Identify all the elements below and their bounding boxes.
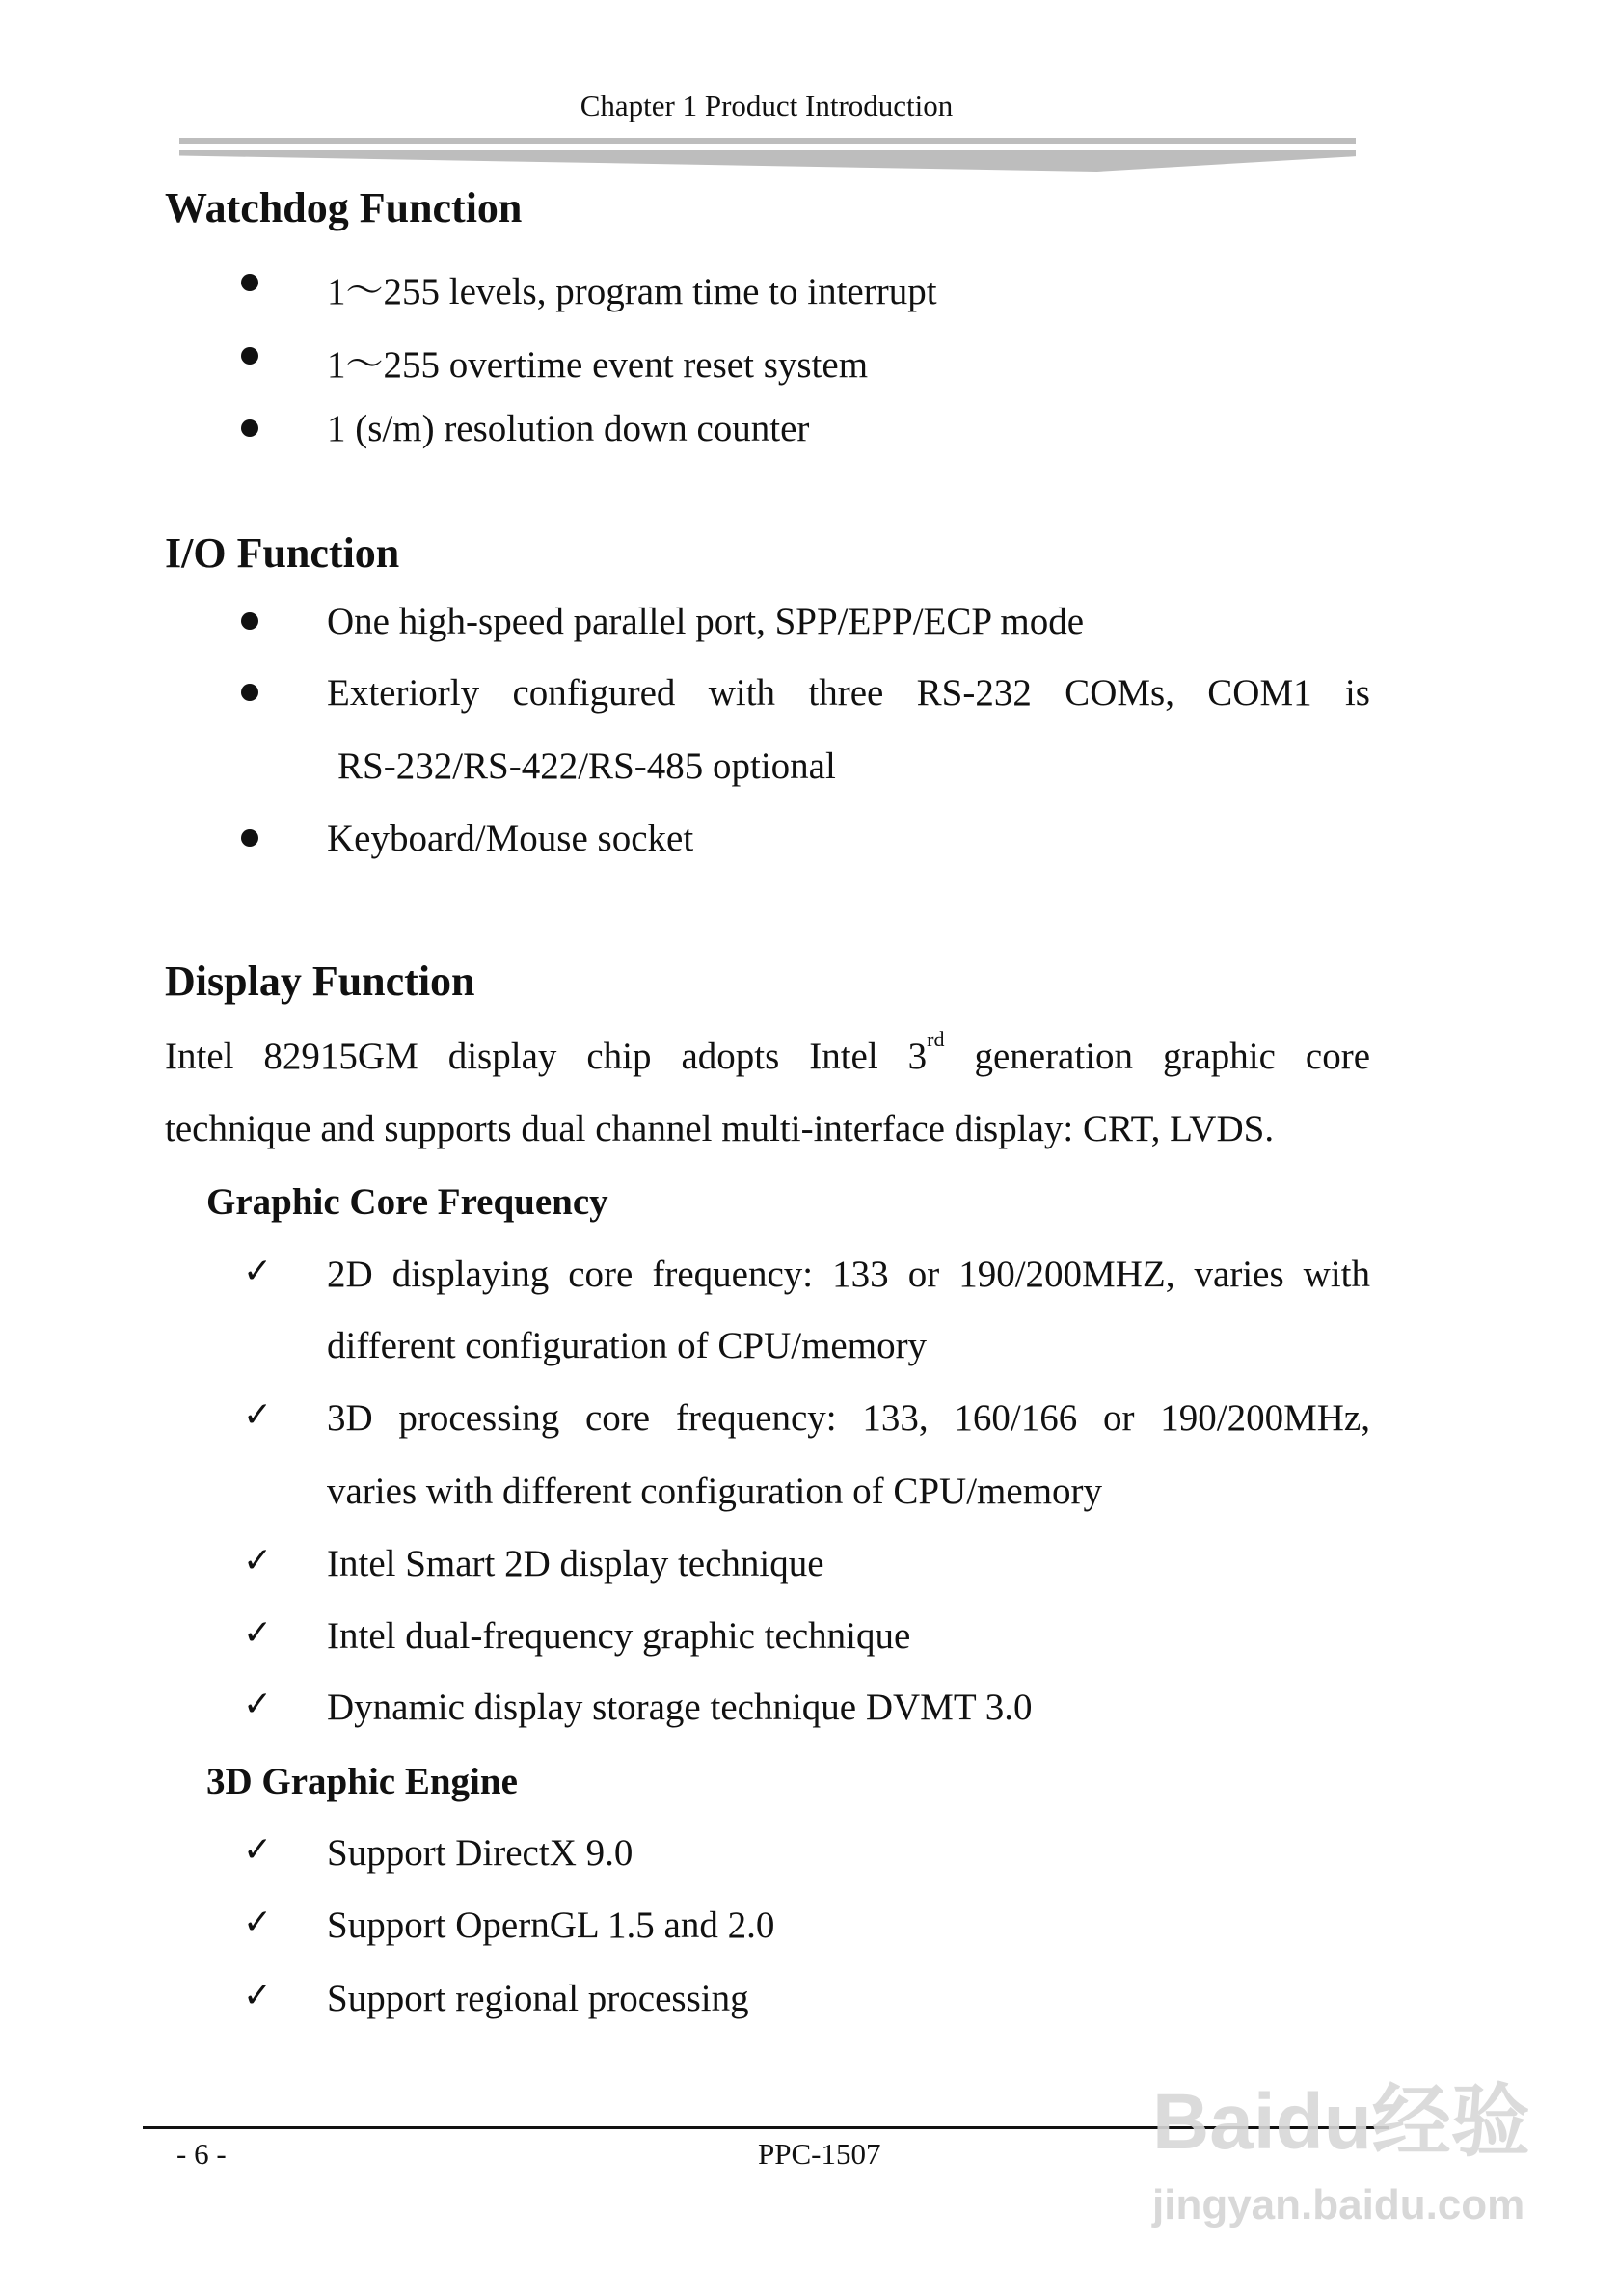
list-item: One high-speed parallel port, SPP/EPP/ECP mode [327,601,1085,642]
list-item: Intel dual-frequency graphic technique [327,1615,911,1657]
list-item: Dynamic display storage technique DVMT 3.0 [327,1687,1033,1728]
list-item: 1 (s/m) resolution down counter [327,408,810,449]
bullet-icon [241,347,258,365]
check-icon: ✓ [243,1976,273,2014]
check-icon: ✓ [243,1830,273,1869]
bullet-icon [241,419,258,437]
page-number: - 6 - [176,2137,227,2171]
section-heading-io: I/O Function [165,529,400,577]
superscript: rd [927,1027,945,1051]
section-heading-display: Display Function [165,958,475,1005]
para-text: Intel 82915GM display chip adopts Intel 3 [165,1036,928,1077]
paragraph-line: technique and supports dual channel multi-interface display: CRT, LVDS. [165,1108,1275,1149]
header-rule [179,138,1356,144]
check-icon: ✓ [243,1903,273,1941]
model-name: PPC-1507 [758,2137,881,2171]
list-item: 1～255 levels, program time to interrupt [327,271,937,312]
bullet-icon [241,612,258,630]
list-item-continuation: varies with different configuration of CPU/memory [327,1471,1103,1512]
para-text: generation graphic core [944,1036,1370,1077]
list-item: 3D processing core frequency: 133, 160/166 or 190/200MHz, [327,1397,1370,1439]
check-icon: ✓ [243,1613,273,1652]
subheading-3d-graphic-engine: 3D Graphic Engine [206,1761,518,1802]
list-item: Exteriorly configured with three RS-232 COMs, COM1 is [327,672,1370,714]
bullet-icon [241,274,258,291]
list-item-continuation: RS-232/RS-422/RS-485 optional [337,745,836,787]
check-icon: ✓ [243,1252,273,1290]
list-item: Support regional processing [327,1978,749,2019]
list-item: Support DirectX 9.0 [327,1832,634,1874]
baidu-watermark-logo: Baidu经验 [1152,2078,1530,2166]
list-item: Keyboard/Mouse socket [327,818,694,859]
bullet-icon [241,684,258,701]
section-heading-watchdog: Watchdog Function [165,184,523,231]
list-item: 1～255 overtime event reset system [327,344,869,386]
bullet-icon [241,829,258,847]
list-item: Support OpernGL 1.5 and 2.0 [327,1904,775,1946]
list-item-continuation: different configuration of CPU/memory [327,1325,928,1366]
list-item: Intel Smart 2D display technique [327,1543,824,1584]
paragraph-line [165,1027,1370,1078]
list-item: 2D displaying core frequency: 133 or 190/200MHZ, varies with [327,1254,1370,1295]
baidu-watermark-url: jingyan.baidu.com [1152,2181,1525,2228]
subheading-graphic-core-frequency: Graphic Core Frequency [206,1181,608,1223]
check-icon: ✓ [243,1395,273,1434]
check-icon: ✓ [243,1541,273,1580]
header-rule-tapered [179,150,1356,172]
running-header: Chapter 1 Product Introduction [580,89,954,122]
check-icon: ✓ [243,1685,273,1723]
